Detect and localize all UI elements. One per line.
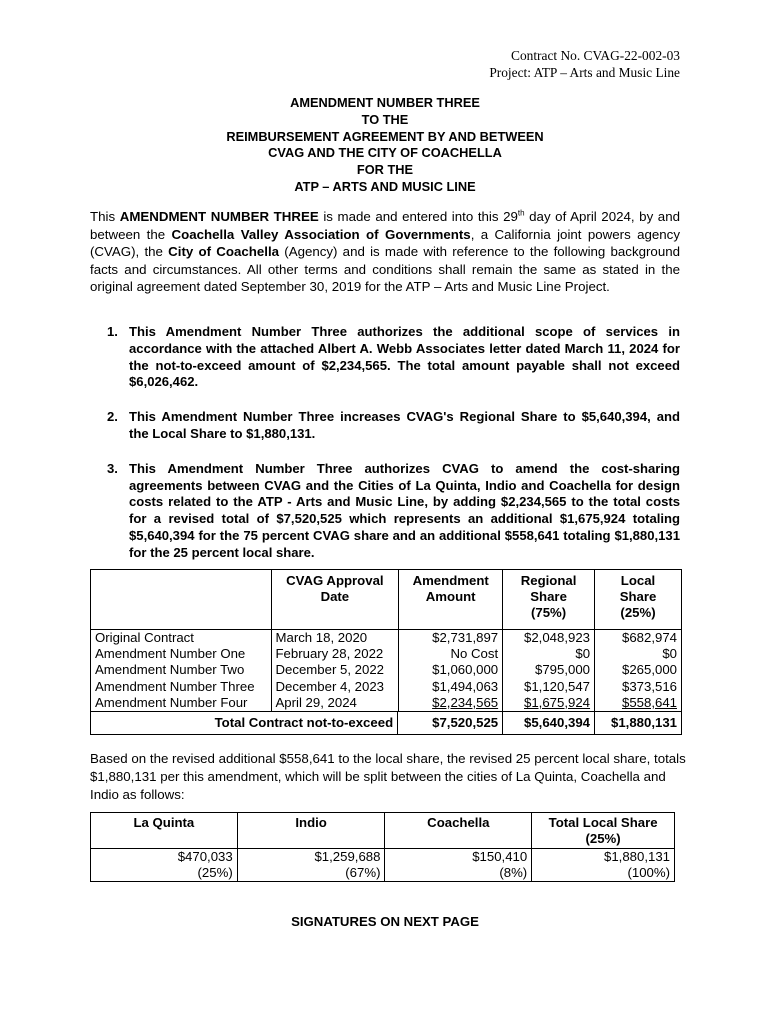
row-date: February 28, 2022	[271, 646, 399, 662]
total-row	[91, 712, 682, 735]
row-amount: $2,731,897	[399, 630, 503, 647]
row-label: Amendment Number Three	[91, 679, 272, 695]
title-line: REIMBURSEMENT AGREEMENT BY AND BETWEEN	[226, 128, 544, 144]
amount-indio: $1,259,688	[237, 849, 385, 866]
table-header-row	[91, 570, 682, 630]
item-number: 1.	[107, 324, 118, 339]
row-local: $265,000	[595, 662, 682, 678]
total-regional: $5,640,394	[503, 712, 595, 735]
row-amount: No Cost	[399, 646, 503, 662]
header-regional-share	[503, 570, 595, 630]
header-local-share	[595, 570, 682, 630]
item-text: This Amendment Number Three increases CVAG's Regional Share to $5,640,394, and the Local Share to $1,880,131.	[129, 409, 680, 441]
document-title	[90, 95, 680, 196]
row-local: $373,516	[595, 679, 682, 695]
row-local: $682,974	[595, 630, 682, 647]
total-label: Total Contract not-to-exceed	[91, 712, 398, 734]
row-regional: $2,048,923	[503, 630, 595, 647]
table-row	[91, 646, 682, 662]
project-name: Project: ATP – Arts and Music Line	[489, 64, 680, 80]
item-text: This Amendment Number Three authorizes the additional scope of services in accordance with the attached Albert A. Webb Associates letter dated March 11, 2024 for the not-to-exceed amount of $2,234,565. The total amount payable shall not exceed $6,026,462.	[129, 324, 680, 390]
total-amount: $7,520,525	[432, 715, 499, 731]
title-line: AMENDMENT NUMBER THREE	[290, 95, 480, 110]
percent-total: (100%)	[532, 865, 675, 882]
intro-text: (Agency) and is made with reference to the following background facts and circumstances. All other terms and conditions shall remain the same as stated in the original agreement dated September 30, 2019 for the ATP – Arts and Music Line Project.	[90, 244, 681, 295]
table-row	[91, 865, 675, 882]
row-date: December 4, 2023	[271, 679, 399, 695]
header-line: Share	[530, 589, 567, 605]
row-local: $0	[595, 646, 682, 662]
intro-superscript: th	[517, 208, 525, 218]
header-amendment-amount: Amendment Amount	[399, 570, 503, 630]
list-item	[90, 324, 680, 391]
intro-text: day of April 2024, by and between the	[90, 209, 680, 242]
row-label: Amendment Number One	[91, 646, 272, 662]
row-amount: $2,234,565	[432, 694, 499, 710]
list-item	[90, 409, 680, 443]
row-local: $558,641	[621, 694, 677, 710]
percent-coachella: (8%)	[385, 865, 532, 882]
row-regional: $1,120,547	[503, 679, 595, 695]
row-date: December 5, 2022	[271, 662, 399, 678]
local-share-split-table	[90, 812, 675, 882]
percent-la-quinta: (25%)	[91, 865, 238, 882]
local-share-paragraph: Based on the revised additional $558,641 to the local share, the revised 25 percent local share, totals $1,880,131 per this amendment, which will be split between the cities of La Quinta, Coachella and Indio as follows:	[90, 751, 686, 802]
row-label: Amendment Number Four	[91, 695, 272, 712]
header-line: Local	[620, 573, 656, 588]
row-date: March 18, 2020	[271, 630, 399, 647]
intro-bold-amendment: AMENDMENT NUMBER THREE	[119, 209, 319, 224]
intro-bold-cvag: Coachella Valley Association of Governments	[171, 226, 471, 242]
item-text: This Amendment Number Three authorizes CVAG to amend the cost-sharing agreements between CVAG and the Cities of La Quinta, Indio and Coachella for design costs related to the ATP - Arts and Music Line, by adding $2,234,565 to the total costs for a revised total of $7,520,525 which represents an additional $1,675,924 totaling $5,640,394 for the 75 percent CVAG share and an additional $558,641 totaling $1,880,131 for the 25 percent local share.	[129, 460, 680, 560]
header-approval-date: CVAG Approval Date	[271, 570, 399, 630]
intro-bold-city: City of Coachella	[168, 244, 280, 260]
header-total-local-share	[532, 813, 675, 849]
title-line: TO THE	[361, 111, 409, 127]
header-line: (25%)	[620, 605, 656, 621]
row-amount: $1,494,063	[399, 679, 503, 695]
header-line: (75%)	[530, 605, 567, 621]
table-row	[91, 695, 682, 712]
header-line: Regional	[520, 573, 577, 588]
intro-text: is made and entered into this 29	[318, 209, 518, 224]
table-row	[91, 630, 682, 647]
table-row	[91, 679, 682, 695]
title-line: ATP – ARTS AND MUSIC LINE	[294, 178, 476, 194]
header-line: Share	[619, 589, 657, 605]
header-reference	[489, 48, 680, 81]
row-label: Amendment Number Two	[91, 662, 272, 678]
percent-indio: (67%)	[237, 865, 385, 882]
row-amount: $1,060,000	[399, 662, 503, 678]
table-row	[91, 662, 682, 678]
row-regional: $795,000	[503, 662, 595, 678]
amount-coachella: $150,410	[385, 849, 532, 866]
header-line: Total Local Share	[548, 815, 658, 830]
amount-la-quinta: $470,033	[91, 849, 238, 866]
numbered-items	[90, 324, 680, 562]
intro-text: , a California joint powers agency (CVAG), the	[90, 226, 680, 260]
row-regional: $1,675,924	[524, 694, 591, 710]
item-number: 2.	[107, 409, 118, 425]
title-line: CVAG AND THE CITY OF COACHELLA	[268, 145, 502, 161]
signatures-note: SIGNATURES ON NEXT PAGE	[291, 914, 479, 929]
header-la-quinta: La Quinta	[91, 813, 238, 849]
row-label: Original Contract	[91, 630, 272, 647]
row-date: April 29, 2024	[271, 695, 399, 712]
header-empty	[91, 570, 272, 630]
table-header-row	[91, 813, 675, 849]
header-indio: Indio	[237, 813, 385, 849]
table-row	[91, 849, 675, 866]
row-regional: $0	[503, 646, 595, 662]
total-local: $1,880,131	[595, 712, 682, 735]
list-item	[90, 461, 680, 562]
title-line: FOR THE	[356, 162, 414, 178]
contract-amounts-table	[90, 569, 682, 735]
header-line: (25%)	[585, 831, 621, 846]
intro-paragraph	[90, 208, 680, 296]
item-number: 3.	[107, 460, 118, 476]
intro-text: This	[90, 209, 120, 224]
amount-total: $1,880,131	[532, 849, 675, 866]
header-coachella: Coachella	[385, 813, 532, 849]
contract-number: Contract No. CVAG-22-002-03	[511, 48, 680, 63]
